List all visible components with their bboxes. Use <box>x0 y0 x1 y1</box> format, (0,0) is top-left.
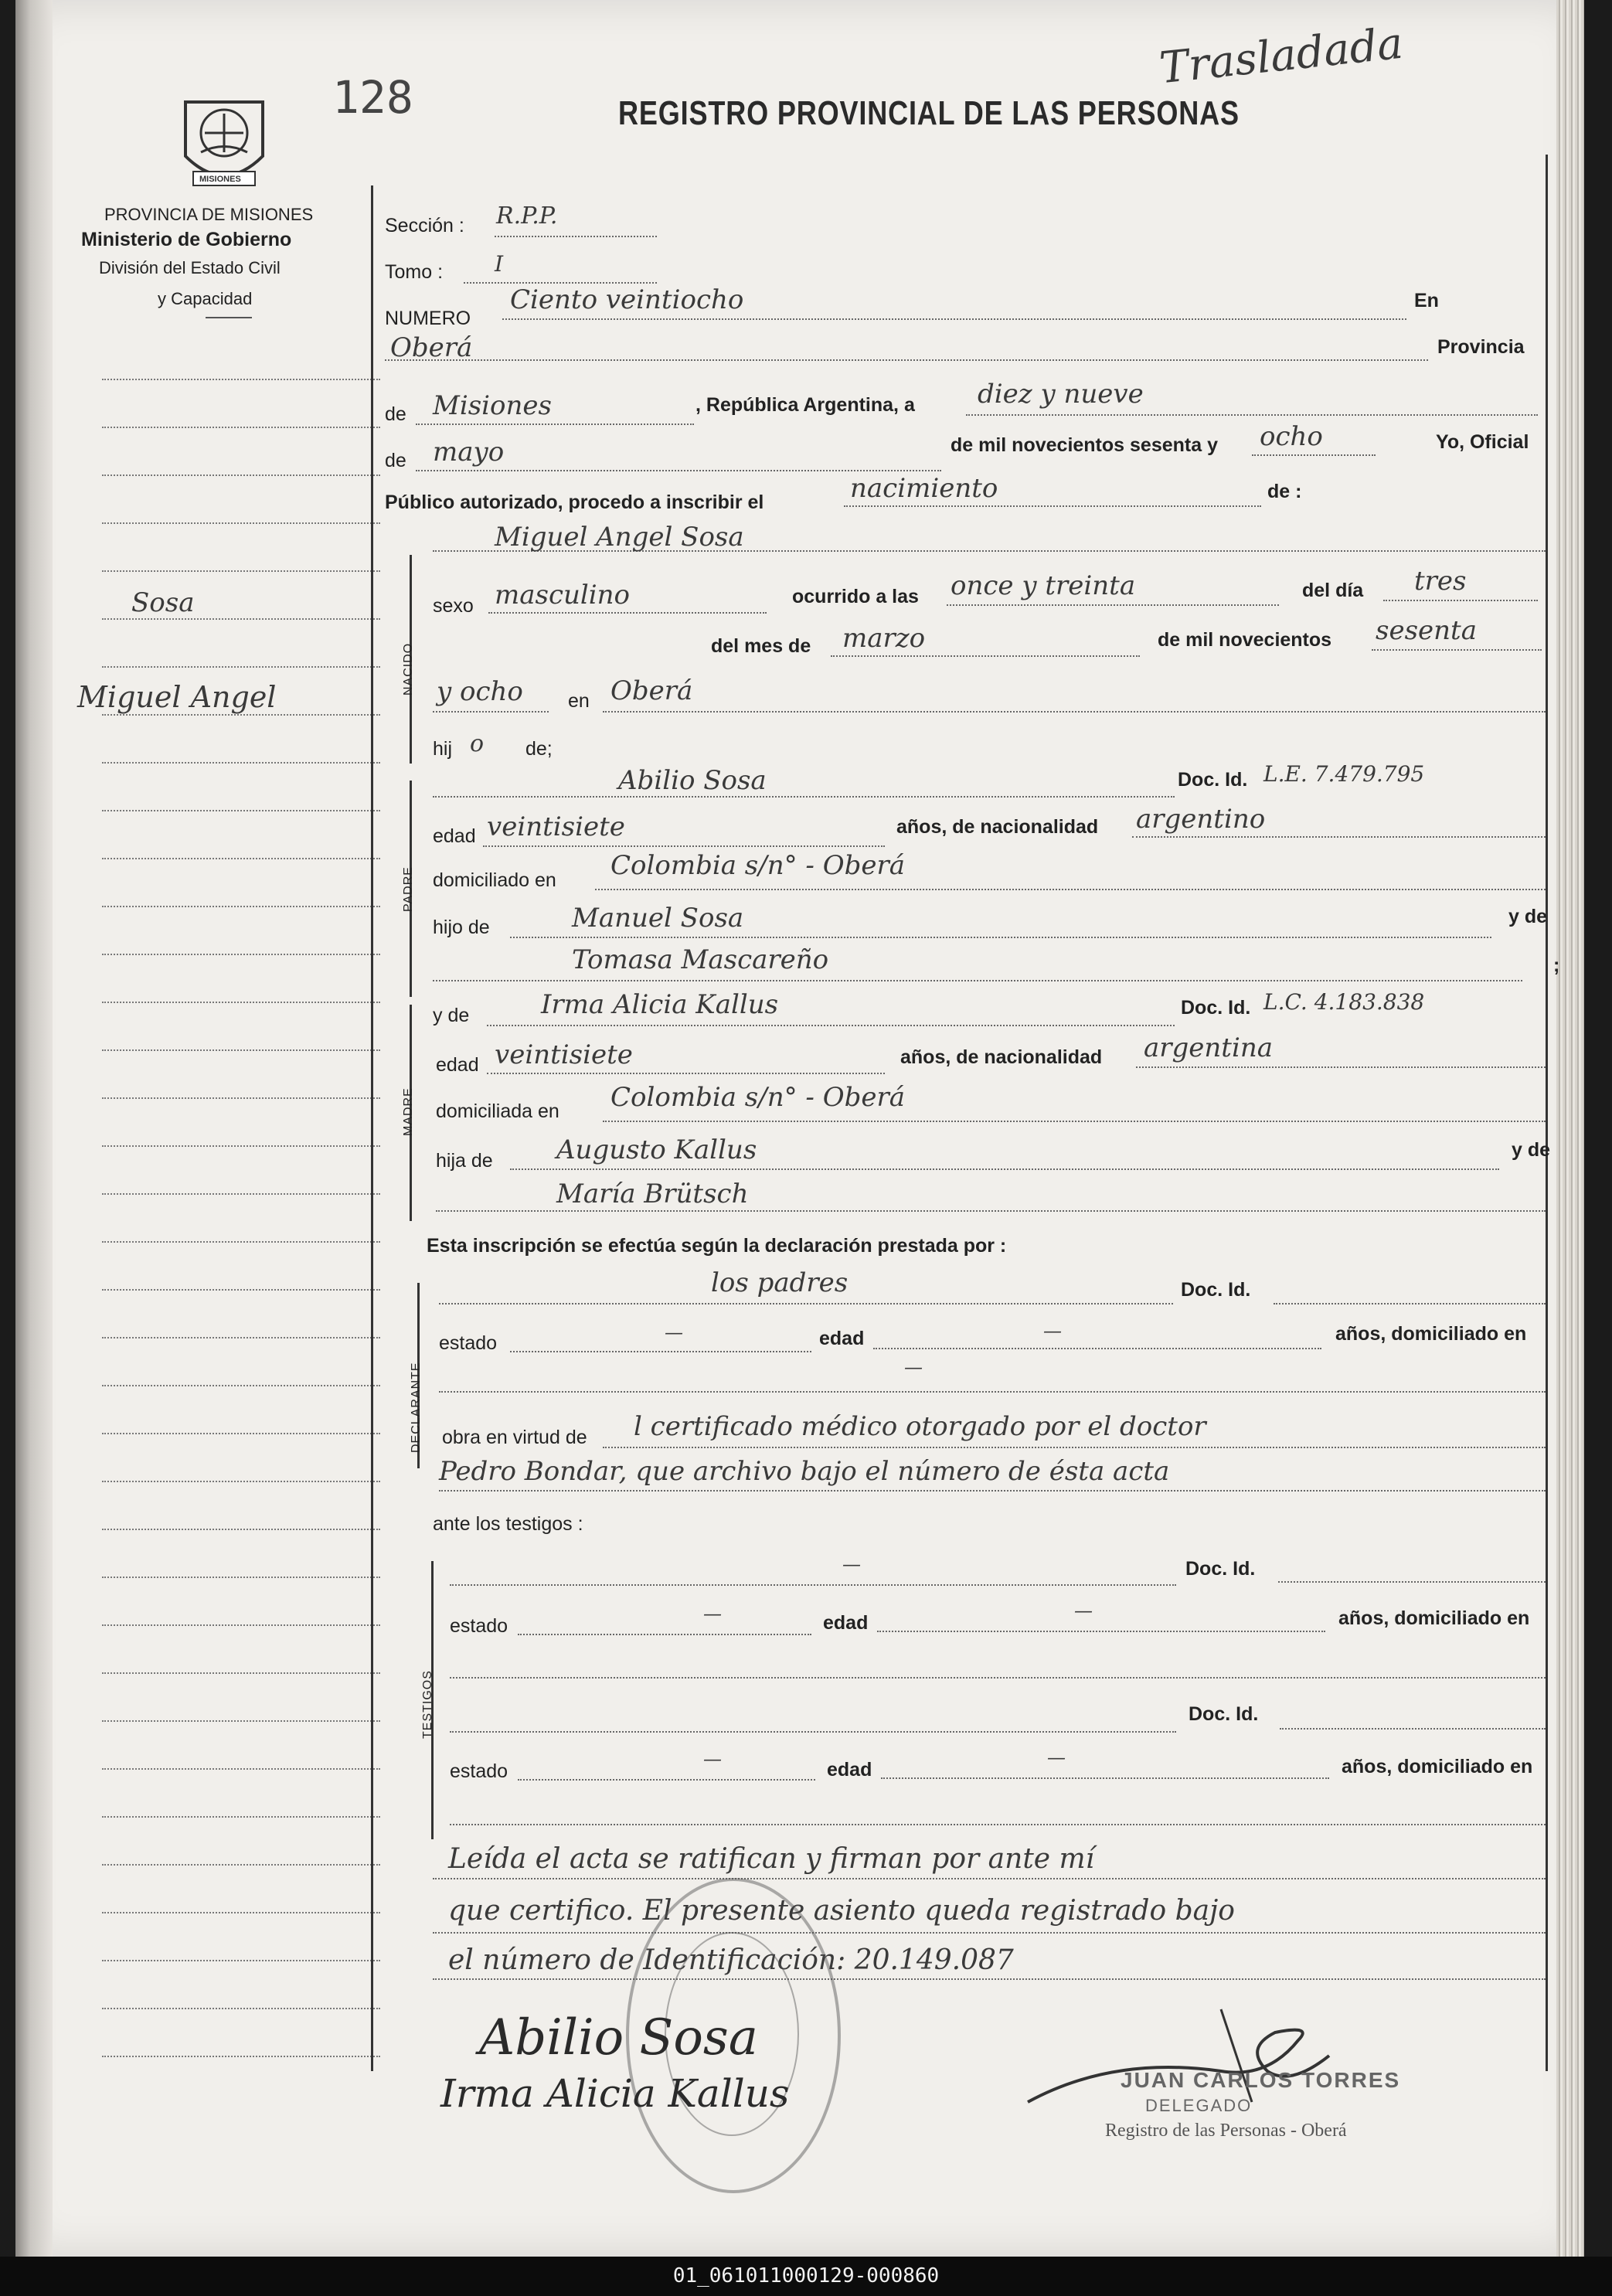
madre-madre-line <box>436 1210 1546 1212</box>
page-edges <box>1556 0 1584 2257</box>
t2-doc-label: Doc. Id. <box>1189 1703 1259 1725</box>
margin-rule <box>102 810 380 811</box>
tomo-value: I <box>495 251 504 277</box>
document-title: REGISTRO PROVINCIAL DE LAS PERSONAS <box>618 94 1240 132</box>
de-label: de <box>385 403 406 425</box>
dia-label: del día <box>1302 580 1364 601</box>
anio-nacido-line <box>1372 649 1542 651</box>
top-right-annotation: Trasladada <box>1157 18 1406 94</box>
madre-madre-value: María Brütsch <box>556 1179 749 1209</box>
padre-nombre-line <box>433 796 1175 798</box>
margin-rule <box>102 1049 380 1051</box>
official-name: JUAN CARLOS TORRES <box>1121 2068 1401 2092</box>
margin-rule <box>102 2056 380 2057</box>
t2-edad-line <box>881 1777 1329 1779</box>
t2-estado-line <box>518 1779 815 1781</box>
madre-y-de-label: y de <box>433 1005 470 1026</box>
obra-value-2: Pedro Bondar, que archivo bajo el número de ésta acta <box>439 1456 1170 1487</box>
declarante-label: DECLARANTE <box>410 1362 423 1453</box>
frame-right <box>1546 155 1548 2071</box>
padre-doc-value: L.E. 7.479.795 <box>1263 761 1425 787</box>
madre-nombre-line <box>487 1025 1175 1026</box>
padre-edad-value: veintisiete <box>487 811 625 842</box>
division-label-2: y Capacidad <box>158 289 253 308</box>
margin-rule <box>102 762 380 764</box>
de-label-2: de <box>385 450 406 471</box>
margin-rule <box>102 522 380 524</box>
t1-anios-label: años, domiciliado en <box>1338 1607 1530 1629</box>
madre-nac-value: argentina <box>1144 1032 1274 1063</box>
closing-line-2-rule <box>433 1932 1546 1934</box>
madre-hija-de-label: hija de <box>436 1150 493 1172</box>
tomo-label: Tomo : <box>385 261 444 283</box>
madre-y-de-label-2: y de <box>1512 1139 1551 1161</box>
obra-line-1 <box>603 1447 1546 1448</box>
t2-edad-value: — <box>1047 1747 1066 1768</box>
declarante-nombre-line <box>439 1303 1173 1304</box>
hijo-label: hij <box>433 738 453 760</box>
signature-abilio: Abilio Sosa <box>479 2009 758 2066</box>
margin-rule <box>102 2008 380 2009</box>
padre-nombre: Abilio Sosa <box>618 765 767 796</box>
padre-padre-line <box>510 937 1491 938</box>
nacido-nombre: Miguel Angel Sosa <box>495 522 744 553</box>
margin-rule <box>102 618 380 620</box>
madre-dom-line <box>603 1121 1546 1122</box>
ocurrido-label: ocurrido a las <box>792 586 919 607</box>
margin-rule <box>102 666 380 668</box>
anio-nacido-line-2 <box>433 711 549 713</box>
t1-estado-label: estado <box>450 1615 508 1637</box>
margin-rule <box>102 954 380 955</box>
madre-edad-label: edad <box>436 1054 479 1076</box>
madre-label: MADRE <box>402 1087 415 1136</box>
padre-edad-line <box>483 845 885 847</box>
declarante-nombre: los padres <box>711 1267 849 1298</box>
de-colon-label: de : <box>1267 481 1302 502</box>
t1-estado-line <box>518 1634 811 1635</box>
margin-rule <box>102 1337 380 1338</box>
closing-line-1: Leída el acta se ratifican y firman por ante mí <box>448 1843 1095 1875</box>
mil-label: de mil novecientos sesenta y <box>951 434 1218 456</box>
declarante-doc-label: Doc. Id. <box>1181 1279 1251 1301</box>
official-office: Registro de las Personas - Oberá <box>1105 2121 1347 2141</box>
numero-line <box>502 318 1406 320</box>
padre-semicolon: ; <box>1553 954 1560 976</box>
t1-nombre: — <box>842 1553 861 1575</box>
t1-nombre-line <box>450 1584 1176 1586</box>
hijo-de-label: de; <box>525 738 553 760</box>
obra-value-1: l certificado médico otorgado por el doctor <box>634 1411 1206 1442</box>
margin-rule <box>102 1145 380 1147</box>
provincia-value: Misiones <box>433 390 552 421</box>
declarante-estado-value: — <box>665 1321 683 1343</box>
margin-rule <box>102 1529 380 1530</box>
dia-nacido-line <box>1383 600 1538 601</box>
divider <box>206 317 252 318</box>
province-label: PROVINCIA DE MISIONES <box>104 205 314 224</box>
margin-rule <box>102 570 380 572</box>
padre-dom-label: domiciliado en <box>433 869 556 891</box>
t1-doc-line <box>1278 1581 1546 1583</box>
declarante-estado-line <box>510 1351 811 1352</box>
margin-rule <box>102 714 380 716</box>
seccion-line <box>495 236 657 237</box>
margin-rule <box>102 1672 380 1674</box>
t2-edad-label: edad <box>827 1759 872 1781</box>
acto-value: nacimiento <box>850 473 998 504</box>
padre-madre-line <box>433 980 1522 981</box>
closing-line-3-rule <box>433 1978 1546 1980</box>
margin-rule <box>102 1816 380 1818</box>
footer-filename: 01_061011000129-000860 <box>0 2257 1612 2296</box>
padre-edad-label: edad <box>433 825 476 847</box>
t1-edad-line <box>877 1631 1325 1632</box>
numero-value: Ciento veintiocho <box>510 284 744 315</box>
padre-nac-value: argentino <box>1136 804 1266 835</box>
publico-label: Público autorizado, procedo a inscribir el <box>385 492 764 513</box>
declarante-doc-line <box>1274 1303 1546 1304</box>
madre-nac-line <box>1136 1066 1546 1068</box>
oficial-label: Yo, Oficial <box>1436 431 1529 453</box>
t2-estado-label: estado <box>450 1760 508 1782</box>
lugar-value: Oberá <box>390 332 473 363</box>
mes-nacido-label: del mes de <box>711 635 811 657</box>
mes-nacido-line <box>831 655 1140 657</box>
mes-value: mayo <box>433 437 505 468</box>
declarante-intro: Esta inscripción se efectúa según la declaración prestada por : <box>427 1235 1007 1257</box>
declarante-estado-label: estado <box>439 1332 498 1354</box>
republica-label: , República Argentina, a <box>695 394 915 416</box>
anio-nacido-value-2: y ocho <box>437 676 523 707</box>
hora-value: once y treinta <box>951 570 1136 601</box>
provincia-label: Provincia <box>1437 336 1525 358</box>
mes-line <box>416 470 941 471</box>
nacido-label: NACIDO <box>402 642 415 696</box>
margin-rule <box>102 1385 380 1386</box>
t1-dom-line <box>450 1677 1546 1679</box>
madre-edad-line <box>487 1073 885 1074</box>
t1-doc-label: Doc. Id. <box>1185 1558 1256 1580</box>
madre-nombre: Irma Alicia Kallus <box>541 989 779 1020</box>
mil-nacido-label: de mil novecientos <box>1158 629 1332 651</box>
mes-nacido-value: marzo <box>842 623 926 654</box>
signature-irma: Irma Alicia Kallus <box>440 2071 790 2116</box>
document-page <box>15 0 1584 2257</box>
declarante-dom-value: — <box>904 1356 923 1378</box>
padre-nac-line <box>1132 836 1546 838</box>
sexo-line <box>488 612 767 614</box>
lugar-nacido-line <box>603 711 1546 713</box>
declarante-edad-line <box>873 1348 1321 1349</box>
margin-surname: Sosa <box>131 587 195 618</box>
hora-line <box>947 604 1279 606</box>
madre-doc-value: L.C. 4.183.838 <box>1263 989 1425 1015</box>
padre-hijo-de-label: hijo de <box>433 917 490 938</box>
padre-dom-line <box>595 889 1546 890</box>
declarante-edad-value: — <box>1043 1320 1062 1342</box>
ministry-label: Ministerio de Gobierno <box>81 229 292 250</box>
obra-line-2 <box>439 1490 1546 1492</box>
margin-rule <box>102 1433 380 1434</box>
testigos-label: TESTIGOS <box>421 1670 434 1739</box>
lugar-nacido-value: Oberá <box>610 675 693 706</box>
numero-label: NUMERO <box>385 308 471 329</box>
margin-rule <box>102 1624 380 1626</box>
book-spine <box>15 0 53 2257</box>
margin-rule <box>102 1912 380 1913</box>
en-label: En <box>1414 290 1439 311</box>
padre-label: PADRE <box>402 866 415 912</box>
t2-doc-line <box>1280 1728 1546 1730</box>
official-title: DELEGADO <box>1145 2096 1253 2115</box>
dia-line <box>966 414 1538 416</box>
sexo-value: masculino <box>495 580 631 611</box>
anio-nacido-value: sesenta <box>1376 615 1477 646</box>
margin-rule <box>102 427 380 428</box>
dia-value: diez y nueve <box>978 379 1144 410</box>
acto-line <box>844 505 1261 507</box>
margin-rule <box>102 1002 380 1003</box>
padre-dom-value: Colombia s/n° - Oberá <box>610 850 905 881</box>
margin-rule <box>102 1720 380 1722</box>
margin-rule <box>102 1864 380 1866</box>
t2-estado-value: — <box>703 1748 722 1770</box>
declarante-edad-label: edad <box>819 1328 865 1349</box>
t1-edad-label: edad <box>823 1612 869 1634</box>
provincia-line <box>416 423 694 425</box>
page-number: 128 <box>332 71 413 124</box>
declarante-anios-label: años, domiciliado en <box>1335 1323 1527 1345</box>
padre-nac-label: años, de nacionalidad <box>896 816 1099 838</box>
seccion-label: Sección : <box>385 215 464 236</box>
closing-line-3: el número de Identificación: 20.149.087 <box>448 1944 1014 1976</box>
emblem-text: MISIONES <box>199 175 241 184</box>
en-nacido-label: en <box>568 690 590 712</box>
division-label: División del Estado Civil <box>99 258 281 277</box>
tomo-line <box>464 282 657 284</box>
madre-nac-label: años, de nacionalidad <box>900 1046 1103 1068</box>
madre-dom-label: domiciliada en <box>436 1100 559 1122</box>
padre-y-de-label: y de <box>1508 906 1548 927</box>
closing-line-2: que certifico. El presente asiento queda registrado bajo <box>448 1895 1235 1927</box>
t2-dom-line <box>450 1824 1546 1825</box>
madre-doc-label: Doc. Id. <box>1181 997 1251 1019</box>
margin-rule <box>102 1097 380 1099</box>
margin-rule <box>102 1960 380 1961</box>
obra-label: obra en virtud de <box>442 1427 587 1448</box>
padre-padre-value: Manuel Sosa <box>572 903 744 934</box>
closing-line-1-rule <box>433 1878 1546 1879</box>
t2-anios-label: años, domiciliado en <box>1342 1756 1533 1777</box>
official-signature-icon <box>1020 1963 1345 2117</box>
madre-dom-value: Colombia s/n° - Oberá <box>610 1082 905 1113</box>
margin-rule <box>102 1481 380 1482</box>
seccion-value: R.P.P. <box>496 202 558 230</box>
sexo-label: sexo <box>433 595 474 617</box>
margin-rule <box>102 1241 380 1243</box>
t1-estado-value: — <box>703 1603 722 1624</box>
padre-doc-label: Doc. Id. <box>1178 769 1248 791</box>
anio-line <box>1252 454 1376 456</box>
frame-left <box>371 185 373 2071</box>
dia-nacido-value: tres <box>1414 566 1467 597</box>
lugar-line <box>385 359 1428 361</box>
margin-rule <box>102 1577 380 1578</box>
madre-edad-value: veintisiete <box>495 1039 633 1070</box>
margin-rule <box>102 475 380 476</box>
hijo-value: o <box>470 730 485 757</box>
margin-rule <box>102 379 380 380</box>
margin-given-names: Miguel Angel <box>77 680 277 714</box>
margin-rule <box>102 858 380 859</box>
margin-rule <box>102 1193 380 1195</box>
madre-padre-value: Augusto Kallus <box>556 1134 757 1165</box>
margin-rule <box>102 1289 380 1291</box>
margin-rule <box>102 1768 380 1770</box>
declarante-dom-line <box>439 1391 1546 1393</box>
anio-value: ocho <box>1260 421 1323 452</box>
t2-nombre-line <box>450 1731 1176 1733</box>
margin-rule <box>102 906 380 907</box>
testigos-intro: ante los testigos : <box>433 1513 583 1535</box>
padre-madre-value: Tomasa Mascareño <box>572 944 829 975</box>
t1-edad-value: — <box>1074 1600 1093 1621</box>
madre-padre-line <box>510 1168 1499 1170</box>
